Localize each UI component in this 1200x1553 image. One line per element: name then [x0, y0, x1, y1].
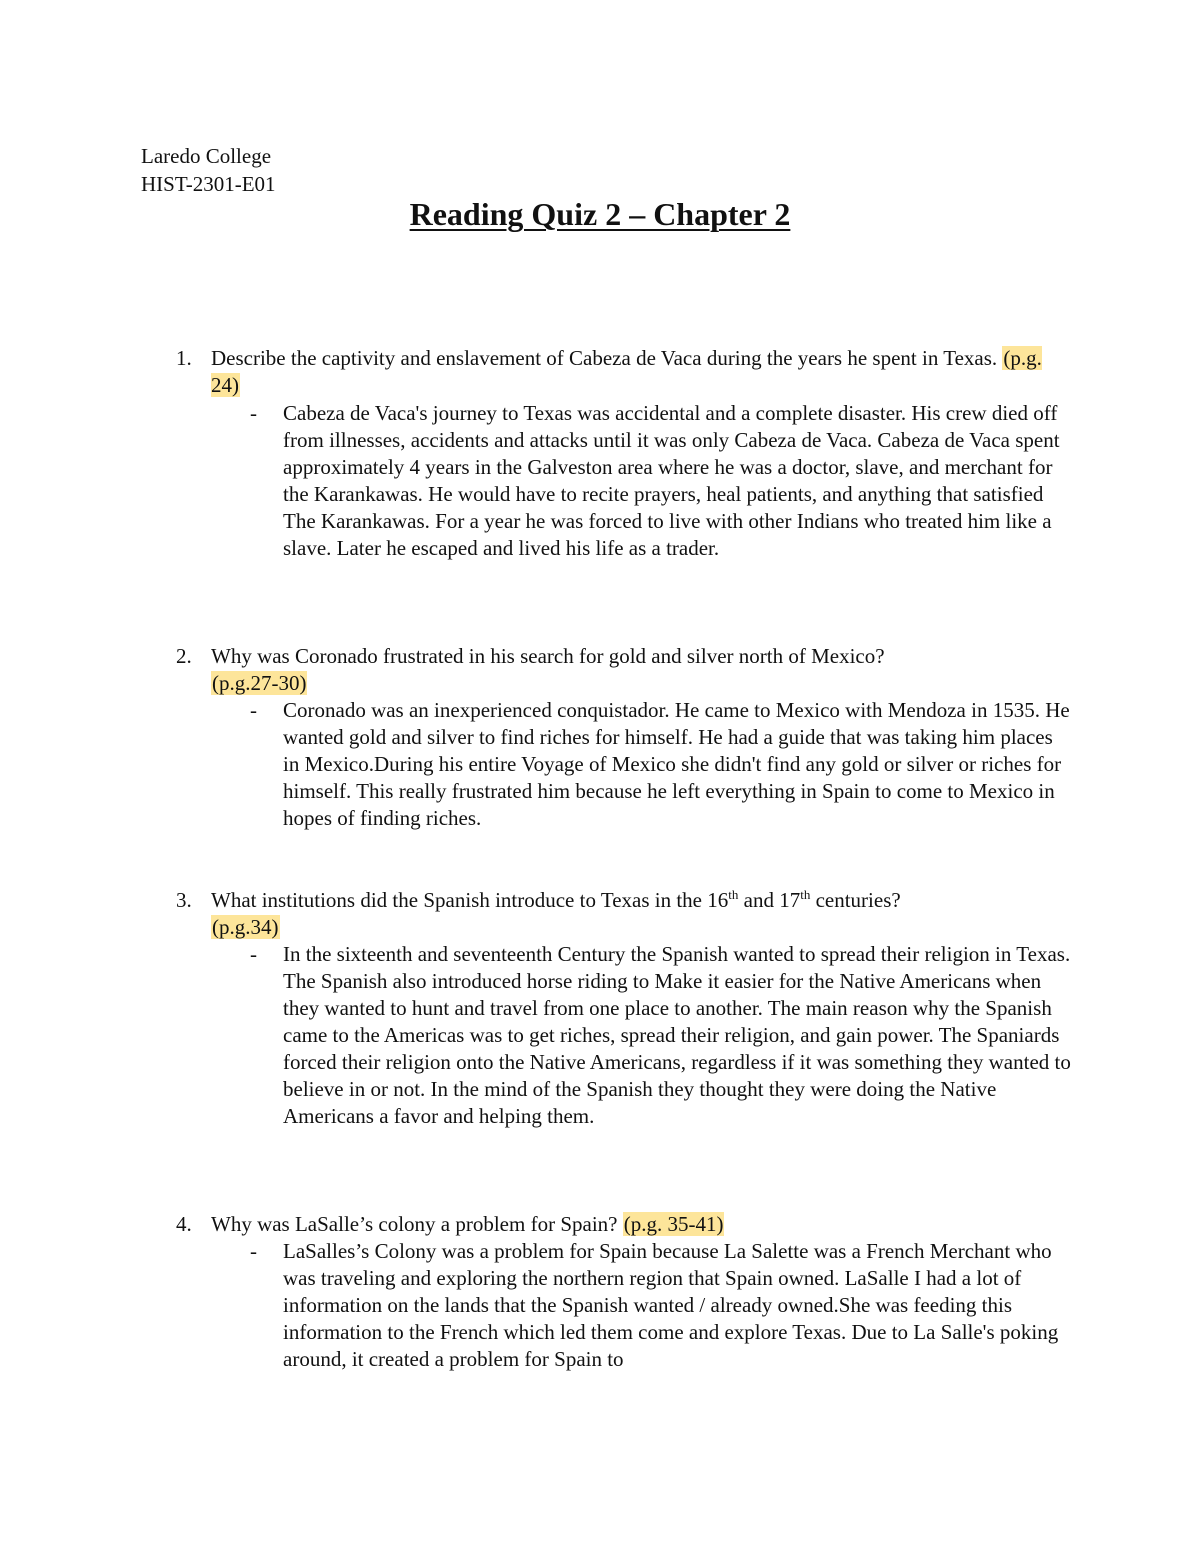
answer-text: LaSalles’s Colony was a problem for Spain because La Salette was a French Merchant who was traveling and exploring the northern region that Spain owned. LaSalle I had a lot of information on the lands that the Spanish wanted / already owned.She was feeding this information to the French which led them come and explore Texas. Due to La Salle's poking around, it created a problem for Spain to: [283, 1239, 1059, 1371]
ordinal-suffix: th: [800, 887, 811, 902]
question-prompt-end: centuries?: [810, 888, 901, 912]
question-text: [211, 887, 1071, 941]
page-title: Reading Quiz 2 – Chapter 2: [409, 196, 791, 232]
question-number: 1.: [176, 346, 192, 370]
question-prompt: Why was Coronado frustrated in his search for gold and silver north of Mexico?: [211, 644, 885, 668]
answer-text: Coronado was an inexperienced conquistador. He came to Mexico with Mendoza in 1535. He wanted gold and silver to find riches for himself. He had a guide that was taking him places in Mexico.During his entire Voyage of Mexico she didn't find any gold or silver or riches for himself. This really frustrated him because he left everything in Spain to come to Mexico in hopes of finding riches.: [283, 698, 1070, 830]
question-number: 2.: [176, 644, 192, 668]
page-reference: (p.g. 35-41): [623, 1212, 724, 1236]
question-prompt: Why was LaSalle’s colony a problem for Spain?: [211, 1212, 618, 1236]
answer-text: Cabeza de Vaca's journey to Texas was accidental and a complete disaster. His crew died off from illnesses, accidents and attacks until it was only Cabeza de Vaca. Cabeza de Vaca spent approximately 4 years in the Galveston area where he was a doctor, slave, and merchant for the Karankawas. He would have to recite prayers, heal patients, and anything that satisfied The Karankawas. For a year he was forced to live with other Indians who treated him like a slave. Later he escaped and lived his life as a trader.: [283, 401, 1060, 560]
course-code: HIST-2301-E01: [141, 172, 276, 196]
question-prompt: Describe the captivity and enslavement of Cabeza de Vaca during the years he spent in Texas.: [211, 346, 998, 370]
answer-bullet: -: [250, 1239, 257, 1263]
page-reference: (p.g.34): [212, 915, 279, 939]
question-text: [211, 643, 1071, 697]
institution-name: Laredo College: [141, 144, 272, 168]
page-reference: (p.g.27-30): [212, 671, 307, 695]
page-reference: (p.g. 24): [211, 346, 1042, 397]
ordinal-suffix: th: [728, 887, 739, 902]
question-text: [211, 345, 1071, 399]
question-prompt: What institutions did the Spanish introduce to Texas in the 16: [211, 888, 729, 912]
answer-text: In the sixteenth and seventeenth Century the Spanish wanted to spread their religion in Texas. The Spanish also introduced horse riding to Make it easier for the Native Americans when they wanted to hunt and travel from one place to another. The main reason why the Spanish came to the Americas was to get riches, spread their religion, and gain power. The Spaniards forced their religion onto the Native Americans, regardless if it was something they wanted to believe in or not. In the mind of the Spanish they thought they were doing the Native Americans a favor and helping them.: [283, 942, 1071, 1128]
question-number: 3.: [176, 888, 192, 912]
question-text: [211, 1211, 1071, 1238]
answer-bullet: -: [250, 942, 257, 966]
answer-bullet: -: [250, 698, 257, 722]
question-prompt-middle: and 17: [738, 888, 801, 912]
answer-bullet: -: [250, 401, 257, 425]
question-number: 4.: [176, 1212, 192, 1236]
